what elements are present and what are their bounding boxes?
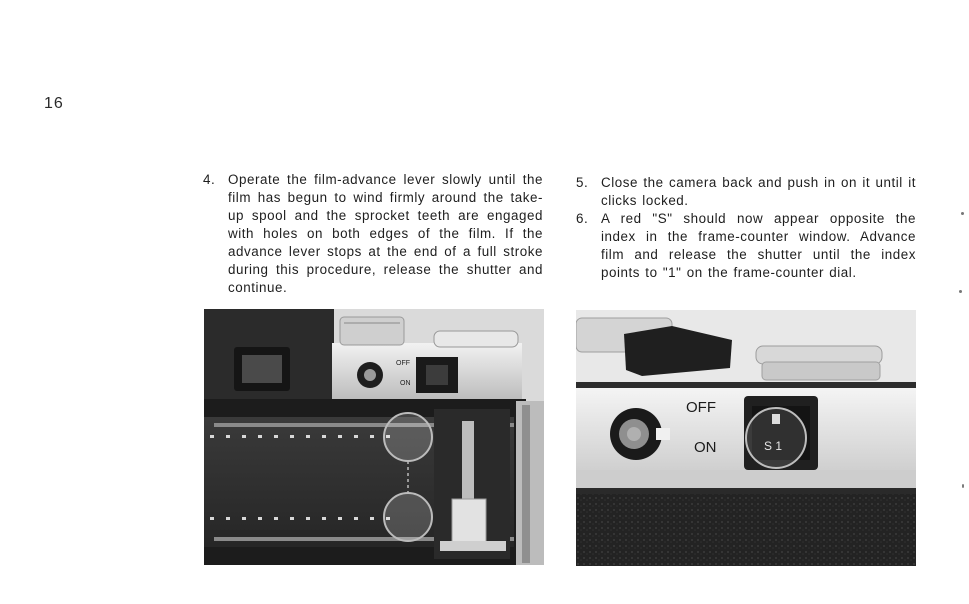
- step-text: Close the camera back and push in on it until it clicks locked.: [601, 175, 916, 208]
- switch-on-label: ON: [694, 439, 717, 456]
- instructions-right-column: [576, 174, 916, 282]
- switch-off-label: OFF: [396, 360, 410, 367]
- step-6: [576, 210, 916, 282]
- step-5: [576, 174, 916, 210]
- step-number: 4.: [203, 172, 216, 187]
- instructions-left-column: [203, 171, 543, 297]
- camera-film-loading-photo: [204, 309, 544, 565]
- page-number: 16: [44, 95, 64, 112]
- step-4: [203, 171, 543, 297]
- scan-speck: [959, 290, 962, 293]
- scan-speck: [961, 212, 964, 215]
- frame-counter-readout: S 1: [764, 439, 783, 453]
- scan-speck: [962, 484, 964, 488]
- switch-on-label: ON: [400, 380, 411, 387]
- step-number: 5.: [576, 175, 589, 190]
- step-text: A red "S" should now appear opposite the index in the frame-counter window. Advance film and release the shutter until the index points to "1" on the frame-counter dial.: [601, 211, 916, 280]
- step-text: Operate the film-advance lever slowly until the film has begun to wind firmly around the take-up spool and the sprocket teeth are engaged with holes on both edges of the film. If the advance lever stops at the end of a full stroke during this procedure, release the shutter and continue.: [228, 172, 543, 295]
- switch-off-label: OFF: [686, 399, 716, 416]
- step-number: 6.: [576, 211, 589, 226]
- frame-counter-closeup-photo: [576, 310, 916, 566]
